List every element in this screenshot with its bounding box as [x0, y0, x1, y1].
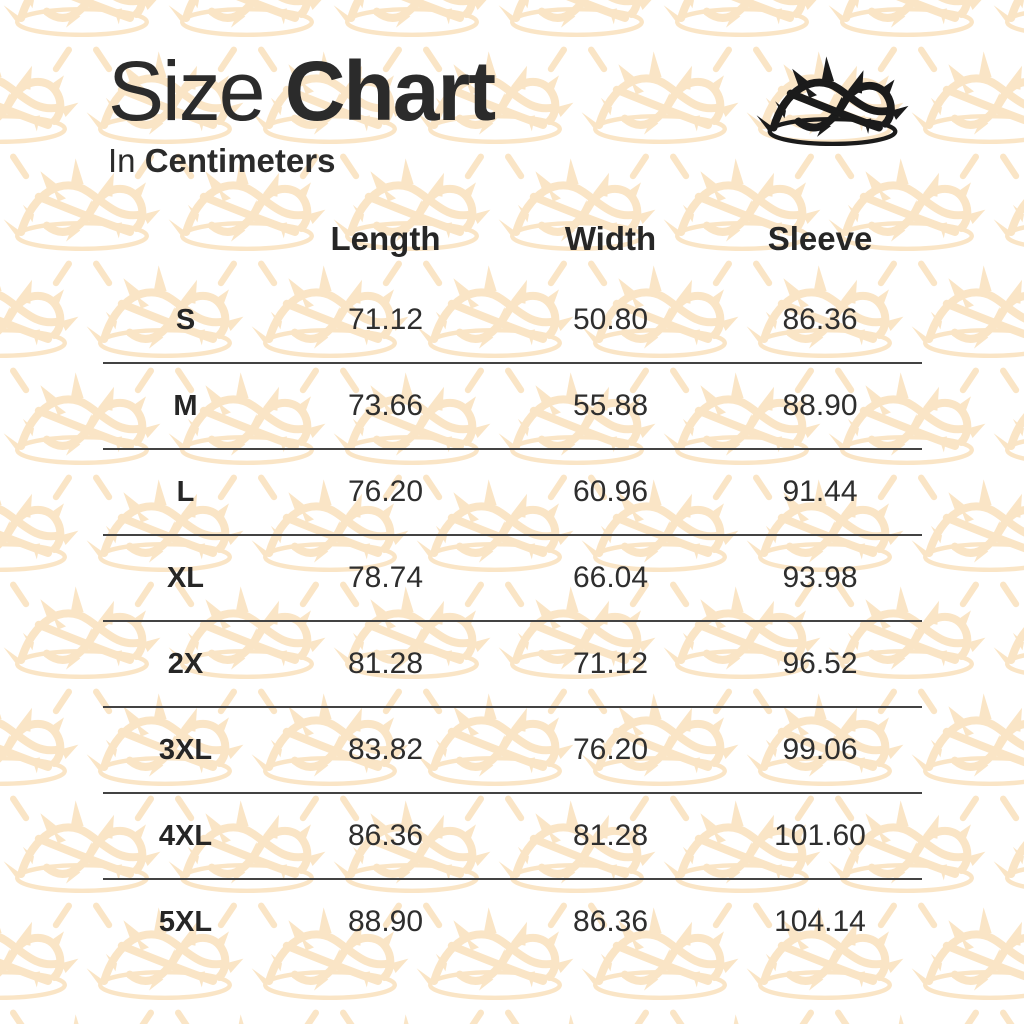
size-label: 5XL	[158, 905, 213, 938]
sleeve-value: 104.14	[774, 905, 866, 938]
title-word-light: Size	[108, 44, 264, 138]
size-table-body	[103, 278, 922, 964]
subtitle-word-light: In	[108, 142, 136, 179]
length-value: 83.82	[347, 733, 424, 766]
size-label: 3XL	[158, 733, 213, 766]
width-value: 55.88	[572, 389, 649, 422]
width-value: 50.80	[572, 303, 649, 336]
length-value: 78.74	[347, 561, 424, 594]
size-label: 2X	[167, 647, 204, 680]
size-table-header	[103, 200, 922, 278]
width-value: 81.28	[572, 819, 649, 852]
table-row	[103, 535, 922, 621]
title-word-bold: Chart	[284, 44, 495, 138]
length-value: 73.66	[347, 389, 424, 422]
table-row	[103, 793, 922, 879]
col-header-sleeve: Sleeve	[767, 220, 873, 257]
sleeve-value: 101.60	[774, 819, 866, 852]
width-value: 71.12	[572, 647, 649, 680]
size-label: L	[176, 475, 195, 508]
table-row	[103, 707, 922, 793]
length-value: 86.36	[347, 819, 424, 852]
sleeve-value: 91.44	[782, 475, 858, 508]
page-title	[108, 46, 494, 136]
sleeve-value: 96.52	[782, 647, 858, 680]
crown-of-thorns-icon	[755, 50, 910, 151]
size-table	[103, 200, 922, 964]
table-row	[103, 621, 922, 707]
sleeve-value: 88.90	[782, 389, 858, 422]
size-label: M	[173, 389, 198, 422]
table-row	[103, 363, 922, 449]
col-header-length: Length	[330, 220, 441, 257]
sleeve-value: 99.06	[782, 733, 858, 766]
length-value: 88.90	[347, 905, 424, 938]
width-value: 86.36	[572, 905, 649, 938]
size-label: 4XL	[158, 819, 213, 852]
header-row	[103, 200, 922, 278]
subtitle-word-bold: Centimeters	[144, 142, 336, 179]
col-header-width: Width	[564, 220, 657, 257]
width-value: 66.04	[572, 561, 649, 594]
length-value: 81.28	[347, 647, 424, 680]
length-value: 71.12	[347, 303, 424, 336]
width-value: 60.96	[572, 475, 649, 508]
table-row	[103, 879, 922, 964]
length-value: 76.20	[347, 475, 424, 508]
table-row	[103, 278, 922, 363]
col-header-size	[103, 200, 268, 278]
size-label: S	[175, 303, 196, 336]
page-subtitle	[108, 142, 494, 180]
width-value: 76.20	[572, 733, 649, 766]
size-label: XL	[166, 561, 205, 594]
sleeve-value: 93.98	[782, 561, 858, 594]
title-block	[108, 46, 494, 180]
sleeve-value: 86.36	[782, 303, 858, 336]
table-row	[103, 449, 922, 535]
